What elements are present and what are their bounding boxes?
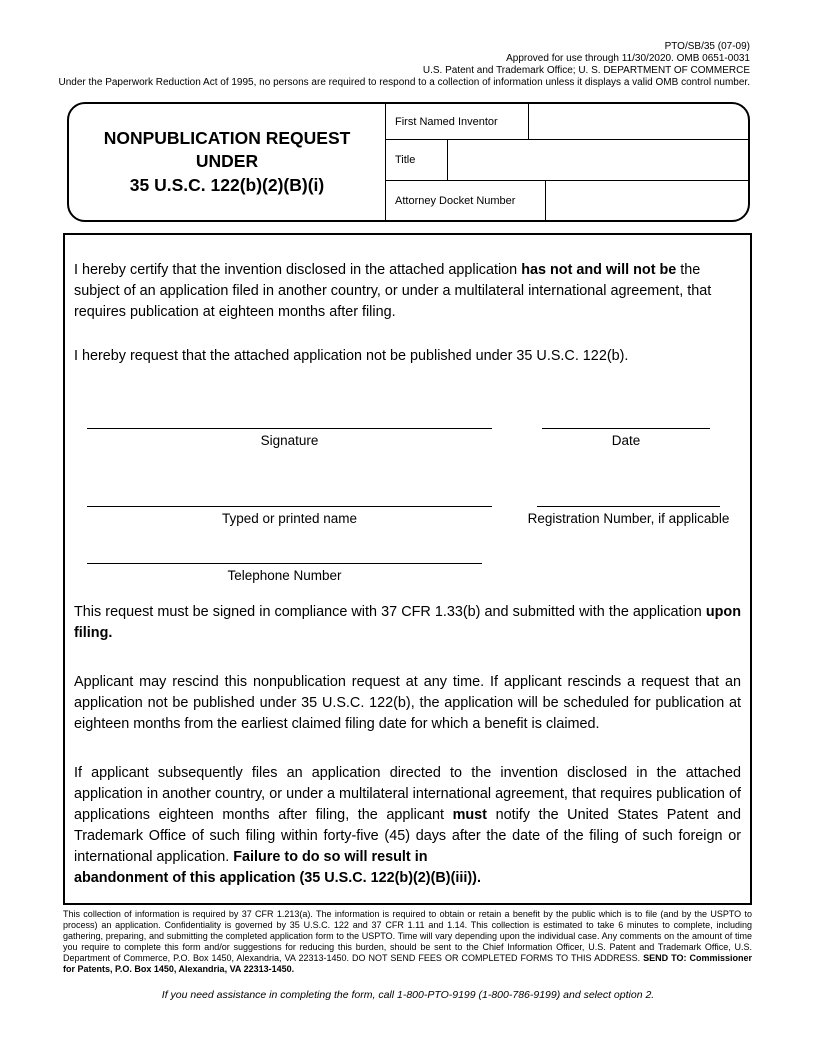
field-row-attorney-docket-number [386,181,748,220]
title-box [67,102,750,222]
typed-name-label: Typed or printed name [221,511,358,526]
telephone-label: Telephone Number [227,568,342,583]
form-title [69,104,386,220]
form-number: PTO/SB/35 (07-09) [664,41,750,52]
registration-number-line[interactable] [537,505,720,507]
field-row-title [386,140,748,181]
signature-date-row [74,427,741,451]
first-named-inventor-label: First Named Inventor [386,104,529,139]
date-label: Date [611,433,641,448]
date-line[interactable] [542,427,710,429]
invention-title-label: Title [386,140,448,180]
registration-number-label: Registration Number, if applicable [527,511,730,526]
rescission-paragraph: Applicant may rescind this nonpublication request at any time. If applicant rescinds a request that an application not be published under 35 U.S.C. 122(b), the application will be scheduled for publication at eighteen months from the earliest claimed filing date for which a benefit is claimed. [74,674,741,732]
form-title-line-1: NONPUBLICATION REQUEST [103,127,351,148]
telephone-line[interactable] [87,562,482,564]
header-fields [386,104,748,220]
signature-label: Signature [260,433,319,448]
attorney-docket-number-label: Attorney Docket Number [386,181,546,220]
field-row-first-named-inventor [386,104,748,140]
assistance-note: If you need assistance in completing the form, call 1-800-PTO-9199 (1-800-786-9199) and select option 2. [161,989,655,1001]
form-title-line-2: UNDER [195,151,259,172]
compliance-paragraph: This request must be signed in compliance with 37 CFR 1.33(b) and submitted with the application upon filing. [74,604,741,641]
registration-number-field [527,505,730,529]
first-named-inventor-input[interactable] [529,104,748,139]
paperwork-reduction-line: Under the Paperwork Reduction Act of 1995, no persons are required to respond to a collection of information unless it displays a valid OMB control number. [58,77,750,88]
attorney-docket-number-input[interactable] [546,181,748,220]
certification-paragraph: I hereby certify that the invention disclosed in the attached application has not and will not be the subject of an application filed in another country, or under a multilateral international agreement, that requires publication at eighteen months after filing. [74,262,712,320]
signature-line[interactable] [87,427,492,429]
signature-field [87,427,492,451]
name-registration-row [74,505,741,529]
telephone-row [74,562,741,586]
agency-line: U.S. Patent and Trademark Office; U. S. DEPARTMENT OF COMMERCE [422,65,750,76]
foreign-filing-paragraph: If applicant subsequently files an application directed to the invention disclosed in the attached application in another country, or under a multilateral international agreement, that requires publication of applications eighteen months after filing, the applicant must notify the United States Patent and Trademark Office of such filing within forty-five (45) days after the date of the filing of such foreign or international application. Failure to do so will result in abandonment of this application (35 U.S.C. 122(b)(2)(B)(iii)). [74,765,741,886]
telephone-field [87,562,482,586]
invention-title-input[interactable] [448,140,748,180]
form-title-line-3: 35 U.S.C. 122(b)(2)(B)(i) [129,174,325,195]
burden-statement: This collection of information is required by 37 CFR 1.213(a). The information is required to obtain or retain a benefit by the public which is to file (and by the USPTO to process) an application. Confidentiality is governed by 35 U.S.C. 122 and 37 CFR 1.11 and 1.14. This collection is estimated to take 6 minutes to complete, including gathering, preparing, and submitting the completed application form to the USPTO. Time will vary depending upon the individual case. Any comments on the amount of time you require to complete this form and/or suggestions for reducing this burden, should be sent to the Chief Information Officer, U.S. Patent and Trademark Office, U.S. Department of Commerce, P.O. Box 1450, Alexandria, VA 22313-1450. DO NOT SEND FEES OR COMPLETED FORMS TO THIS ADDRESS. SEND TO: Commissioner for Patents, P.O. Box 1450, Alexandria, VA 22313-1450. [63,909,753,974]
omb-approval-line: Approved for use through 11/30/2020. OMB 0651-0031 [506,53,750,64]
typed-name-line[interactable] [87,505,492,507]
form-header [59,41,751,89]
main-box [63,233,752,905]
typed-name-field [87,505,492,529]
request-paragraph: I hereby request that the attached application not be published under 35 U.S.C. 122(b). [74,348,629,364]
date-field [542,427,710,451]
